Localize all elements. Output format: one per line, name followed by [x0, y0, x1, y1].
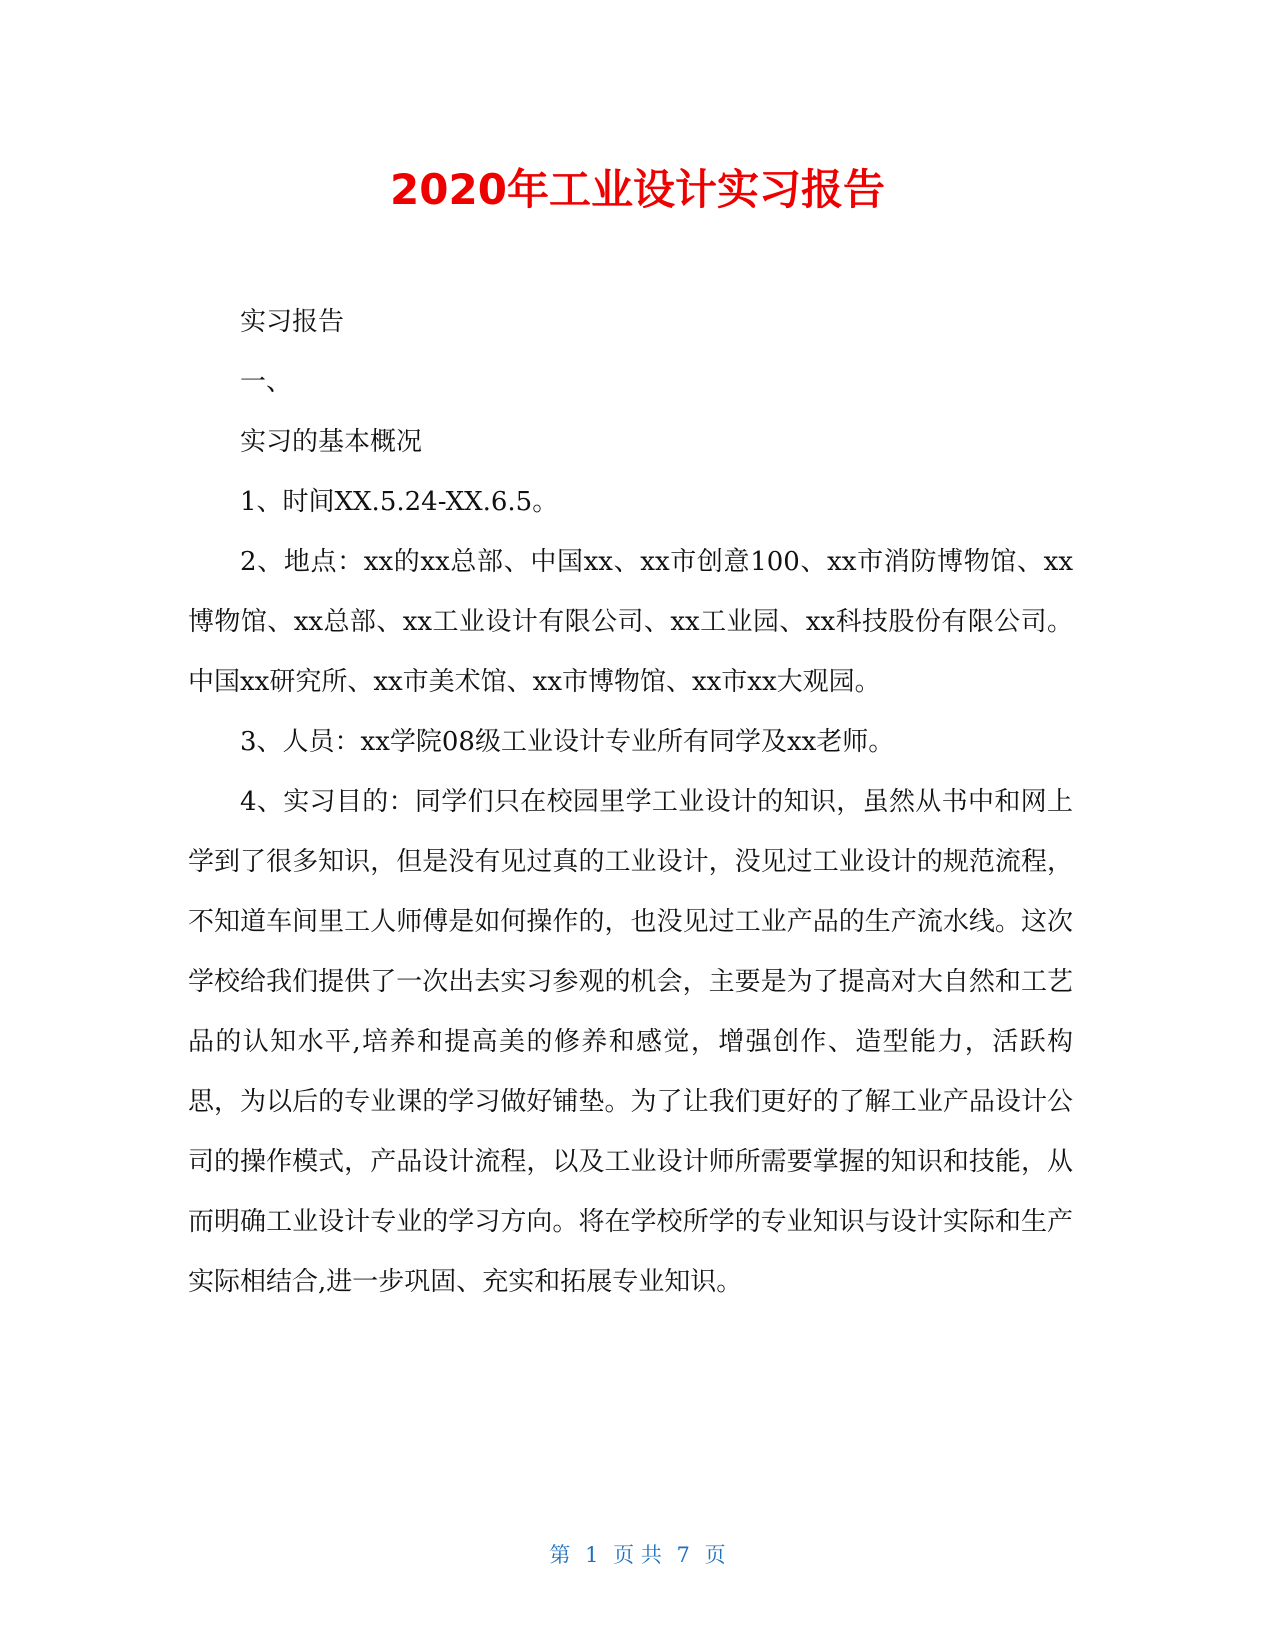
paragraph-section-number: 一、 — [240, 367, 293, 397]
paragraph-time: 1、时间XX.5.24-XX.6.5。 — [240, 487, 559, 517]
footer-current-page: 1 — [585, 1543, 599, 1567]
paragraph-location: 2、地点：xx的xx总部、中国xx、xx市创意100、xx市消防博物馆、xx博物馆、xx总部、xx工业设计有限公司、xx工业园、xx科技股份有限公司。中国xx研究所、xx市美术馆、xx市博物馆、xx市xx大观园。 — [188, 547, 1073, 697]
document-title: 2020年工业设计实习报告 — [390, 165, 885, 214]
footer-total-pages: 7 — [676, 1543, 690, 1567]
document-body — [188, 292, 1073, 1312]
page-number-footer — [0, 1540, 1275, 1570]
footer-suffix: 页 — [704, 1543, 726, 1567]
paragraph-section-heading: 实习的基本概况 — [240, 427, 423, 457]
paragraph-purpose: 4、实习目的：同学们只在校园里学工业设计的知识，虽然从书中和网上学到了很多知识，但是没有见过真的工业设计，没见过工业设计的规范流程，不知道车间里工人师傅是如何操作的，也没见过工业产品的生产流水线。这次学校给我们提供了一次出去实习参观的机会，主要是为了提高对大自然和工艺品的认知水平,培养和提高美的修养和感觉，增强创作、造型能力，活跃构思，为以后的专业课的学习做好铺垫。为了让我们更好的了解工业产品设计公司的操作模式，产品设计流程，以及工业设计师所需要掌握的知识和技能，从而明确工业设计专业的学习方向。将在学校所学的专业知识与设计实际和生产实际相结合,进一步巩固、充实和拓展专业知识。 — [188, 787, 1073, 1297]
paragraph-report-heading: 实习报告 — [240, 307, 345, 337]
footer-middle: 页 共 — [613, 1543, 662, 1567]
footer-prefix: 第 — [549, 1543, 571, 1567]
paragraph-personnel: 3、人员：xx学院08级工业设计专业所有同学及xx老师。 — [240, 727, 895, 757]
